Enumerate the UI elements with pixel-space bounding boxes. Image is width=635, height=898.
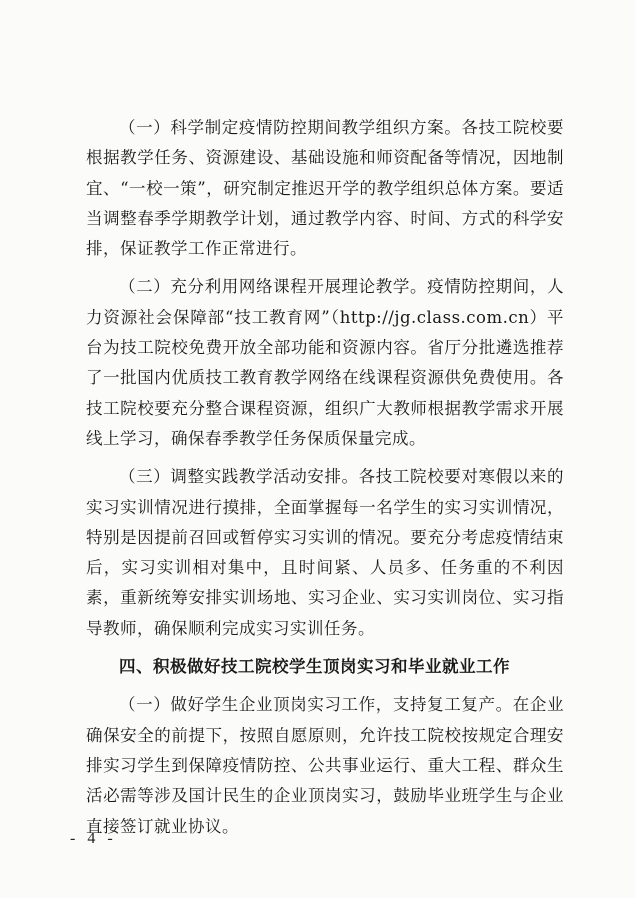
paragraph-4: （一）做好学生企业顶岗实习工作，支持复工复产。在企业确保安全的前提下，按照自愿原则，允许技工院校按规定合理安排实习学生到保障疫情防控、公共事业运行、重大工程、群众生活必需等涉及国计民生的企业顶岗实习，鼓励毕业班学生与企业直接签订就业协议。 (86, 695, 564, 836)
paragraph-3: （三）调整实践教学活动安排。各技工院校要对寒假以来的实习实训情况进行摸排，全面掌握每一名学生的实习实训情况，特别是因提前召回或暂停实习实训的情况。要充分考虑疫情结束后，实习实训相对集中，且时间紧、人员多、任务重的不利因素，重新统筹安排实训场地、实习企业、实习实训岗位、实习指导教师，确保顺利完成实习实训任务。 (86, 467, 564, 638)
page-number: - 4 - (70, 830, 117, 847)
section-heading: 四、积极做好技工院校学生顶岗实习和毕业就业工作 (119, 657, 510, 677)
paragraph-2: （二）充分利用网络课程开展理论教学。疫情防控期间，人力资源社会保障部“技工教育网”（http://jg.class.com.cn）平台为技工院校免费开放全部功能和资源内容。省厅分批遴选推荐了一批国内优质技工教育教学网络在线课程资源供免费使用。各技工院校要充分整合课程资源，组织广大教师根据教学需求开展线上学习，确保春季教学任务保质保量完成。 (86, 277, 564, 448)
paragraph-1: （一）科学制定疫情防控期间教学组织方案。各技工院校要根据教学任务、资源建设、基础设施和师资配备等情况，因地制宜、“一校一策”，研究制定推迟开学的教学组织总体方案。要适当调整春季学期教学计划，通过教学内容、时间、方式的科学安排，保证教学工作正常进行。 (86, 118, 564, 259)
document-body (86, 113, 564, 850)
